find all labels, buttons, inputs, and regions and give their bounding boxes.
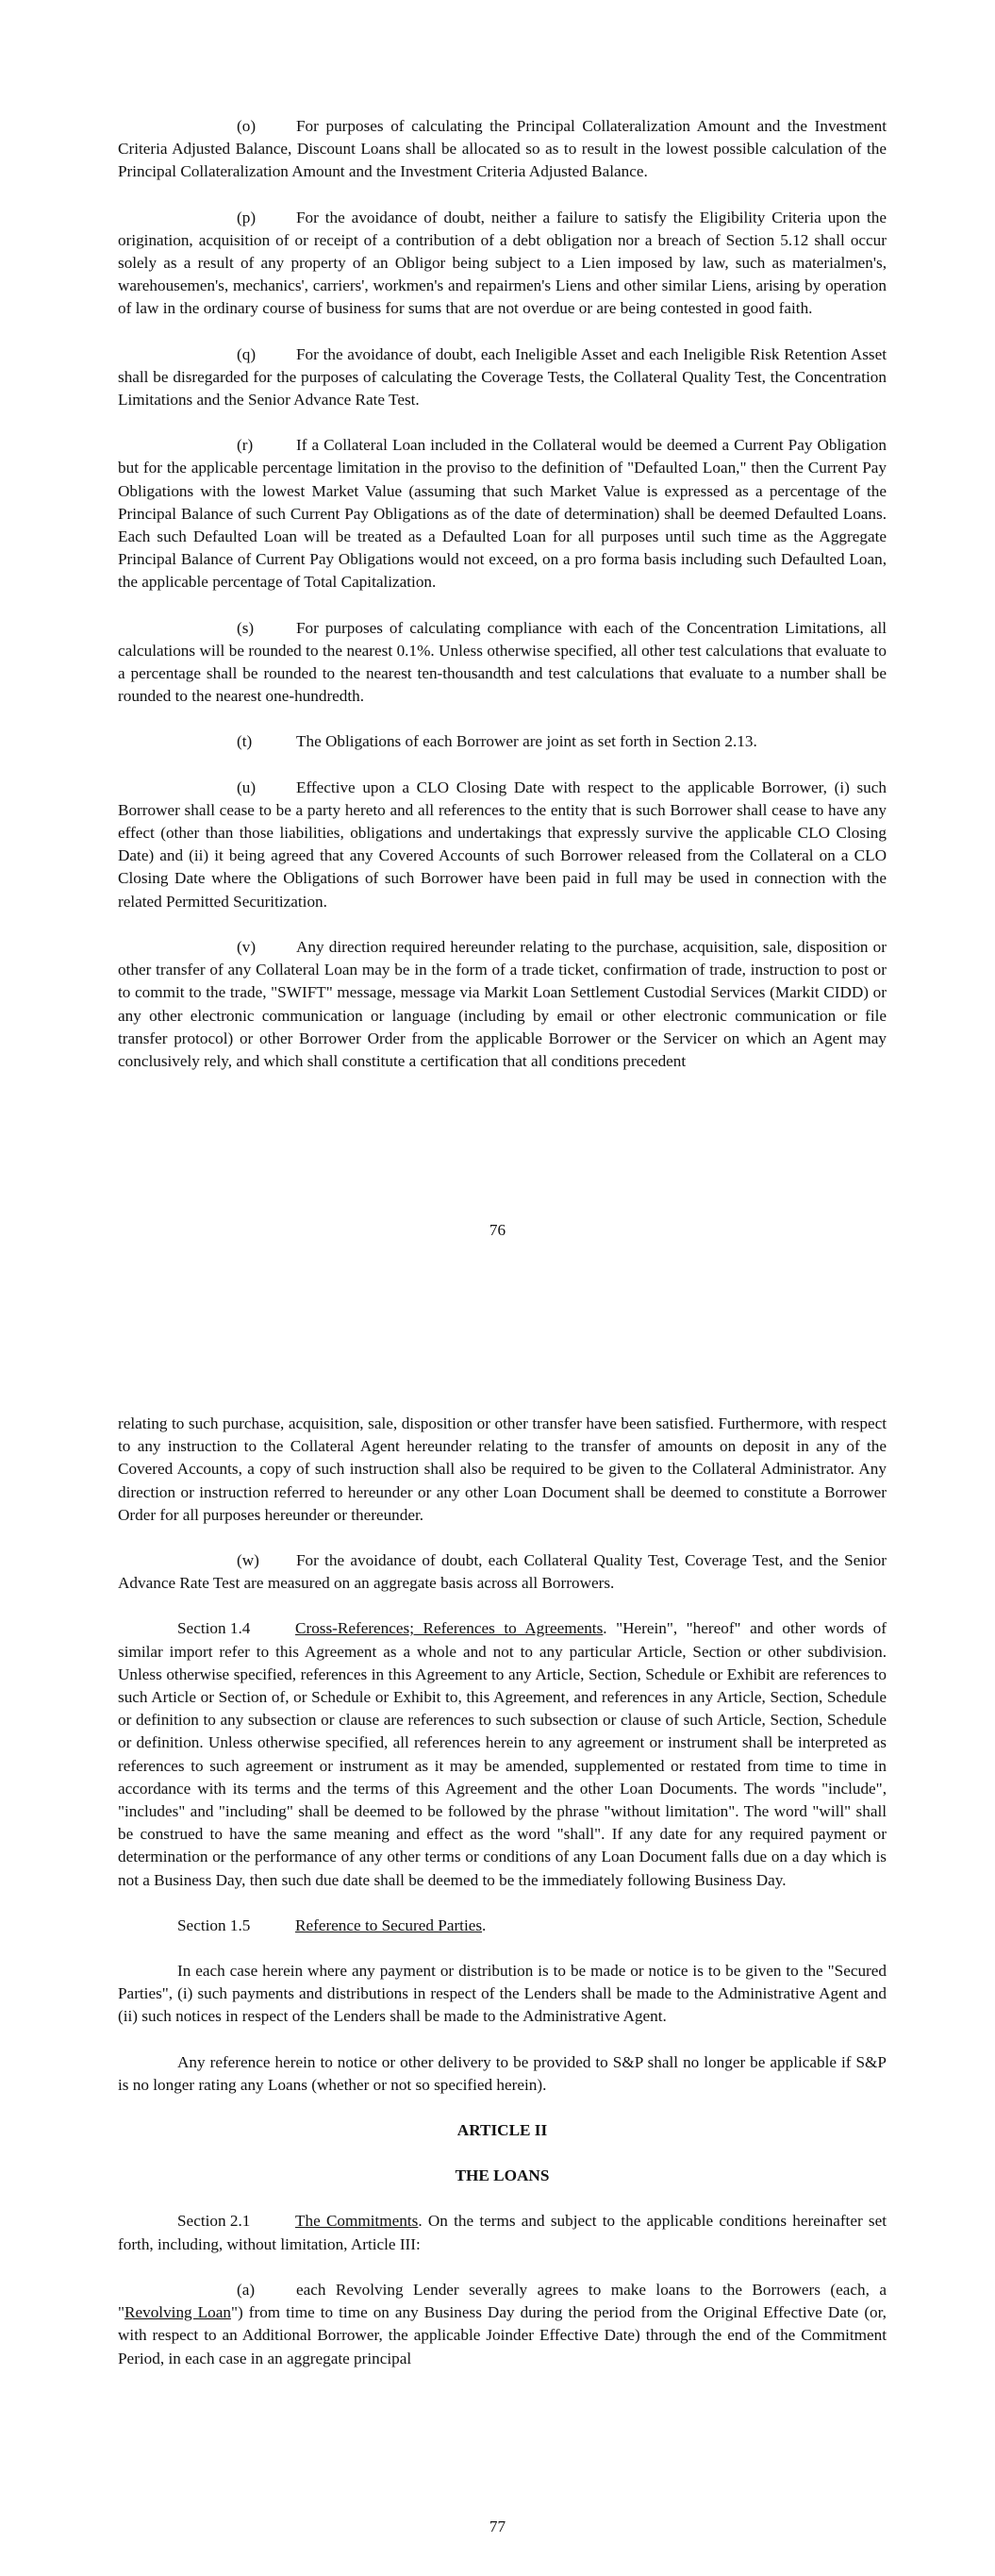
section-1-5-paragraph-1: In each case herein where any payment or distribution is to be made or notice is to be given to the "Secured Parties", (i) such payments and distributions in respect of the Lenders shall be made to the Administrative Agent and (ii) such notices in respect of the Lenders shall be made to the Administrative Agent.	[118, 1962, 887, 2026]
section-2-1	[118, 2210, 887, 2255]
clause-label: (s)	[237, 618, 255, 637]
clause-r	[118, 434, 887, 594]
clause-a	[118, 2279, 887, 2370]
page-number: 77	[489, 2517, 506, 2535]
clause-text: For the avoidance of doubt, neither a failure to satisfy the Eligibility Criteria upon the origination, acquisition of or receipt of a contribution of a debt obligation nor a breach of Section 5.12 shall occur solely as a result of any property of an Obligor being subject to a Lien imposed by law, such as materialmen's, warehousemen's, mechanics', carriers', workmen's and repairmen's Liens and other similar Liens, arising by operation of law in the ordinary course of business for sums that are not overdue or are being contested in good faith.	[118, 208, 887, 318]
clause-w	[118, 1549, 887, 1595]
clause-label: (a)	[237, 2280, 256, 2299]
clause-o	[118, 115, 887, 184]
clause-label: (p)	[237, 208, 257, 226]
section-title: Cross-References; References to Agreements	[295, 1619, 604, 1638]
page-76-text	[118, 115, 887, 1096]
clause-label: (o)	[237, 117, 257, 135]
clause-label: (t)	[237, 732, 253, 751]
clause-label: (r)	[237, 436, 254, 455]
clause-label: (v)	[237, 937, 257, 956]
article-title: THE LOANS	[455, 2166, 550, 2185]
clause-u	[118, 777, 887, 913]
section-text: . On the terms and subject to the applicable conditions hereinafter set forth, including, without limitation, Article III:	[118, 2212, 887, 2253]
clause-text: If a Collateral Loan included in the Collateral would be deemed a Current Pay Obligation but for the applicable percentage limitation in the proviso to the definition of "Defaulted Loan," then the Current Pay Obligations with the lowest Market Value (assuming that such Market Value is expressed as a percentage of the Principal Balance of such Current Pay Obligations as of the date of determination) shall be deemed Defaulted Loans. Each such Defaulted Loan will be treated as a Defaulted Loan for all purposes until such time as the Aggregate Principal Balance of Current Pay Obligations would not exceed, on a pro forma basis including such Defaulted Loan, the applicable percentage of Total Capitalization.	[118, 436, 887, 592]
section-1-5-paragraph-2: Any reference herein to notice or other delivery to be provided to S&P shall no longer be applicable if S&P is no longer rating any Loans (whether or not so specified herein).	[118, 2052, 887, 2094]
section-1-5	[118, 1915, 887, 1937]
clause-p	[118, 207, 887, 321]
clause-s	[118, 617, 887, 709]
section-title-suffix: .	[482, 1915, 487, 1934]
clause-t	[118, 730, 887, 753]
section-number: Section 1.4	[177, 1619, 251, 1638]
section-title: The Commitments	[295, 2212, 419, 2231]
clause-v	[118, 936, 887, 1073]
clause-q	[118, 343, 887, 412]
clause-label: (u)	[237, 778, 257, 796]
clause-text: For the avoidance of doubt, each Collateral Quality Test, Coverage Test, and the Senior Advance Rate Test are measured on an aggregate basis across all Borrowers.	[118, 1551, 887, 1593]
document-page-77	[0, 1297, 995, 2576]
clause-text-before: each Revolving Lender severally agrees to make loans to the Borrowers (each, a "	[118, 2280, 887, 2322]
clause-text-after: ") from time to time on any Business Day during the period from the Original Effective Date (or, with respect to an Additional Borrower, the applicable Joinder Effective Date) through the end of the Commitment Period, in each case in an aggregate principal	[118, 2303, 887, 2367]
clause-text: Effective upon a CLO Closing Date with respect to the applicable Borrower, (i) such Borrower shall cease to be a party hereto and all references to the entity that is such Borrower shall cease to have any effect (other than those liabilities, obligations and undertakings that expressly survive the applicable CLO Closing Date) and (ii) it being agreed that any Covered Accounts of such Borrower released from the Collateral on a CLO Closing Date where the Obligations of such Borrower have been paid in full may be used in connection with the related Permitted Securitization.	[118, 778, 887, 911]
section-number: Section 2.1	[177, 2212, 251, 2231]
section-number: Section 1.5	[177, 1915, 251, 1934]
clause-text: For the avoidance of doubt, each Ineligible Asset and each Ineligible Risk Retention Asset shall be disregarded for the purposes of calculating the Coverage Tests, the Collateral Quality Test, the Concentration Limitations and the Senior Advance Rate Test.	[118, 344, 887, 410]
clause-label: (w)	[237, 1551, 259, 1570]
clause-text: For purposes of calculating the Principal Collateralization Amount and the Investment Criteria Adjusted Balance, Discount Loans shall be allocated so as to result in the lowest possible calculation of the Principal Collateralization Amount and the Investment Criteria Adjusted Balance.	[118, 117, 887, 181]
section-text: . "Herein", "hereof" and other words of similar import refer to this Agreement as a whole and not to any particular Article, Section or other subdivision. Unless otherwise specified, references in this Agreement to any Article, Section, Schedule or Exhibit are references to such Article or Section of, or Schedule or Exhibit to, this Agreement, and references in any Article, Section, Schedule or definition to any subsection or clause are references to such subsection or clause of such Article, Section, Schedule or definition. Unless otherwise specified, all references herein to any agreement or instrument shall be interpreted as references to such agreement or instrument as it may be amended, supplemented or restated from time to time in accordance with its terms and the terms of this Agreement and the other Loan Documents. The words "include", "includes" and "including" shall be deemed to be followed by the phrase "without limitation". The word "will" shall be construed to have the same meaning and effect as the word "shall". If any date for any required payment or determination or the performance of any other terms or conditions of any Loan Document falls due on a day which is not a Business Day, then such due date shall be deemed to be the immediately following Business Day.	[118, 1619, 887, 1889]
section-1-4	[118, 1617, 887, 1891]
defined-term: Revolving Loan	[124, 2303, 231, 2322]
clause-v-continuation: relating to such purchase, acquisition, sale, disposition or other transfer have been satisfied. Furthermore, with respect to any instruction to the Collateral Agent hereunder relating to the transfer of amounts on deposit in any of the Covered Accounts, a copy of such instruction shall also be required to be given to the Collateral Administrator. Any direction or instruction referred to hereunder or any other Loan Document shall be deemed to constitute a Borrower Order for all purposes hereunder or thereunder.	[118, 1414, 887, 1524]
section-title: Reference to Secured Parties	[295, 1915, 483, 1934]
clause-text: The Obligations of each Borrower are joint as set forth in Section 2.13.	[296, 732, 757, 751]
clause-label: (q)	[237, 344, 257, 363]
page-77-text	[118, 1413, 887, 2393]
clause-text: Any direction required hereunder relating to the purchase, acquisition, sale, disposition or other transfer of any Collateral Loan may be in the form of a trade ticket, confirmation of trade, instruction to post or to commit to the trade, "SWIFT" message, message via Markit Loan Settlement Custodial Services (Markit CIDD) or any other electronic communication or language (including by email or other electronic communication or file transfer protocol) or other Borrower Order from the applicable Borrower or the Servicer on which an Agent may conclusively rely, and which shall constitute a certification that all conditions precedent	[118, 937, 887, 1070]
page-number: 76	[489, 1221, 506, 1239]
clause-text: For purposes of calculating compliance with each of the Concentration Limitations, all calculations will be rounded to the nearest 0.1%. Unless otherwise specified, all other test calculations that evaluate to a percentage shall be rounded to the nearest ten-thousandth and test calculations that evaluate to a number shall be rounded to the nearest one-hundredth.	[118, 618, 887, 706]
article-heading: ARTICLE II	[456, 2121, 548, 2140]
